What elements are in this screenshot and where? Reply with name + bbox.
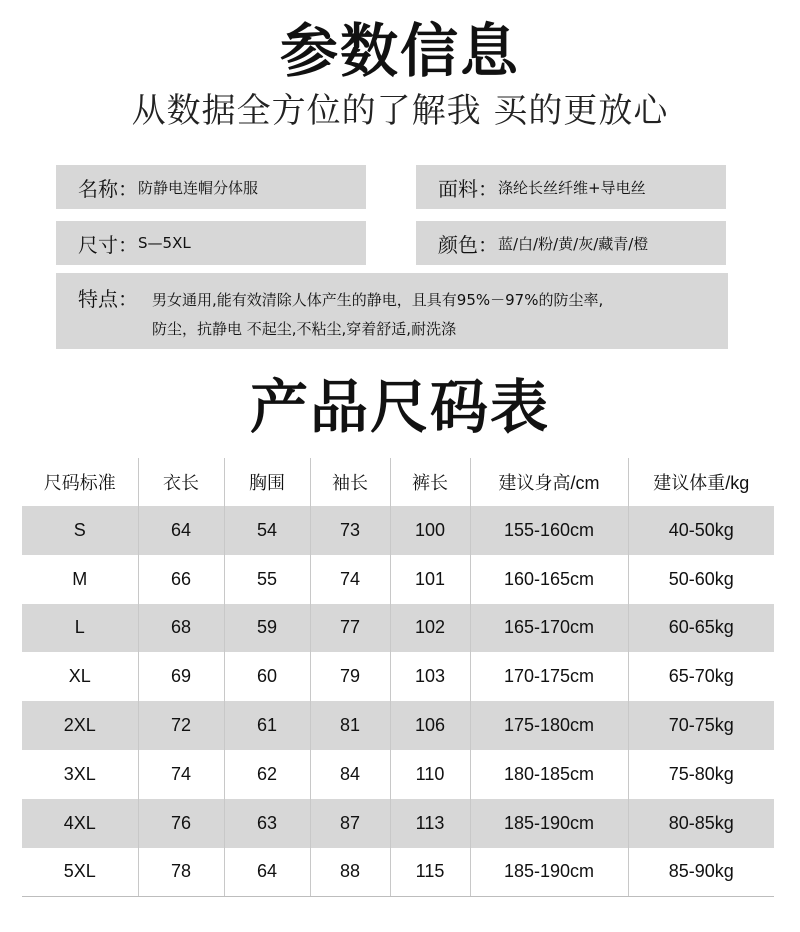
table-cell: 76 <box>138 799 224 848</box>
table-row <box>22 652 774 701</box>
param-fabric-label: 面料： <box>438 176 498 201</box>
table-cell: 73 <box>310 506 390 555</box>
table-cell: M <box>72 568 88 589</box>
table-row <box>22 604 774 653</box>
table-cell: 180-185cm <box>470 750 628 799</box>
param-features-box <box>56 273 728 349</box>
table-cell: 4XL <box>22 799 138 848</box>
table-cell: 79 <box>310 652 390 701</box>
table-cell: 3XL <box>63 763 96 784</box>
table-cell: 64 <box>224 848 310 897</box>
table-cell: 113 <box>390 799 470 848</box>
param-features-line2: 防尘，抗静电 不起尘,不粘尘,穿着舒适,耐洗涤 <box>152 320 457 338</box>
table-cell: 80-85kg <box>628 799 774 848</box>
size-table <box>22 458 774 897</box>
table-cell: 74 <box>310 555 390 604</box>
table-cell: 61 <box>224 701 310 750</box>
table-row <box>22 701 774 750</box>
table-cell: 54 <box>224 506 310 555</box>
table-cell: 175-180cm <box>470 701 628 750</box>
page-title: 参数信息 <box>279 17 520 85</box>
page-subtitle: 从数据全方位的了解我 买的更放心 <box>131 91 669 131</box>
table-cell: 106 <box>390 701 470 750</box>
table-cell: 170-175cm <box>470 652 628 701</box>
table-cell: 68 <box>138 604 224 653</box>
table-cell: 100 <box>390 506 470 555</box>
header-chest: 胸围 <box>224 458 310 506</box>
table-cell: 2XL <box>22 701 138 750</box>
table-cell: 103 <box>390 652 470 701</box>
table-cell: 101 <box>390 555 470 604</box>
header-pants-length: 裤长 <box>390 458 470 506</box>
table-row <box>22 799 774 848</box>
table-cell: 160-165cm <box>470 555 628 604</box>
header-height: 建议身高/cm <box>470 458 628 506</box>
param-name-label: 名称： <box>78 176 138 201</box>
table-row <box>22 555 774 604</box>
table-cell: 64 <box>138 506 224 555</box>
table-cell: 75-80kg <box>628 750 774 799</box>
table-cell: 115 <box>390 848 470 897</box>
table-cell: 63 <box>224 799 310 848</box>
table-cell: S <box>22 506 138 555</box>
header-weight: 建议体重/kg <box>628 458 774 506</box>
param-features-line1: 男女通用,能有效清除人体产生的静电，且具有95%－97%的防尘率, <box>152 291 604 309</box>
table-cell: 74 <box>138 750 224 799</box>
table-cell: 155-160cm <box>470 506 628 555</box>
table-cell: 185-190cm <box>470 799 628 848</box>
table-cell: 78 <box>138 848 224 897</box>
table-cell: 65-70kg <box>628 652 774 701</box>
param-color-label: 颜色： <box>438 232 498 257</box>
param-size-label: 尺寸： <box>78 232 138 257</box>
table-cell: 102 <box>390 604 470 653</box>
param-name-box <box>56 165 366 209</box>
table-cell: 72 <box>138 701 224 750</box>
table-cell: 50-60kg <box>628 555 774 604</box>
table-cell: 55 <box>224 555 310 604</box>
param-fabric-box <box>416 165 726 209</box>
header-sleeve: 袖长 <box>310 458 390 506</box>
table-cell: 40-50kg <box>628 506 774 555</box>
table-cell: 185-190cm <box>470 848 628 897</box>
param-color-value: 蓝/白/粉/黄/灰/藏青/橙 <box>498 234 649 253</box>
param-fabric-value: 涤纶长丝纤维+导电丝 <box>498 178 646 197</box>
table-cell: 70-75kg <box>628 701 774 750</box>
param-features-label: 特点： <box>78 287 138 311</box>
table-cell: 66 <box>138 555 224 604</box>
table-row <box>22 750 774 799</box>
table-row <box>22 848 774 897</box>
table-cell: XL <box>68 666 91 687</box>
table-cell: 60-65kg <box>628 604 774 653</box>
table-row <box>22 506 774 555</box>
table-cell: 77 <box>310 604 390 653</box>
header-top-length: 衣长 <box>138 458 224 506</box>
table-cell: 110 <box>390 750 470 799</box>
table-cell: 88 <box>310 848 390 897</box>
size-table-header-row <box>22 458 774 506</box>
table-cell: 60 <box>224 652 310 701</box>
param-size-value: S—5XL <box>138 234 191 252</box>
table-cell: 69 <box>138 652 224 701</box>
header-size-standard: 尺码标准 <box>43 473 116 493</box>
table-cell: 81 <box>310 701 390 750</box>
table-cell: 85-90kg <box>628 848 774 897</box>
param-name-value: 防静电连帽分体服 <box>138 178 259 197</box>
table-cell: 84 <box>310 750 390 799</box>
table-cell: 87 <box>310 799 390 848</box>
param-color-box <box>416 221 726 265</box>
table-cell: 165-170cm <box>470 604 628 653</box>
table-cell: L <box>22 604 138 653</box>
table-cell: 59 <box>224 604 310 653</box>
param-size-box <box>56 221 366 265</box>
size-table-title: 产品尺码表 <box>249 373 550 441</box>
table-cell: 5XL <box>22 848 138 897</box>
table-cell: 62 <box>224 750 310 799</box>
